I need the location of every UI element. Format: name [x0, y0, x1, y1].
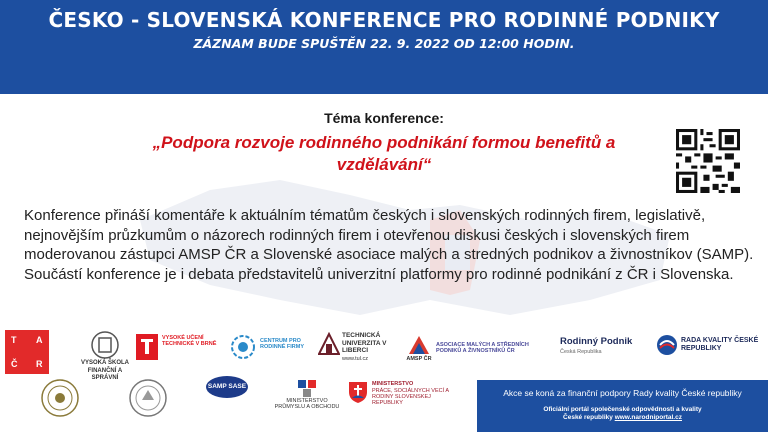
footer-banner	[477, 380, 768, 432]
tul-label: TECHNICKÁ UNIVERZITA V LIBERCI	[342, 332, 387, 354]
portal-link[interactable]: www.narodniportal.cz	[614, 414, 682, 421]
tacr-letter-c: Č	[11, 359, 18, 369]
amsp-label: AMSP ČR	[406, 356, 432, 362]
mpo-emblem-icon	[296, 378, 318, 398]
rodinny-podnik-sub: Česká Republika	[560, 349, 602, 355]
samp-logo	[196, 376, 258, 420]
conference-title: ČESKO - SLOVENSKÁ KONFERENCE PRO RODINNÉ PODNIKY	[48, 8, 720, 32]
university-seal-icon	[40, 378, 80, 418]
footer-portal-text: Oficiální portál společenské odpovědnosti a kvality	[543, 406, 702, 413]
vsfs-logo	[74, 330, 136, 383]
vsfs-emblem-icon	[90, 330, 120, 360]
mpo-label: MINISTERSTVO PRŮMYSLU A OBCHODU	[274, 398, 340, 411]
mpsvr-label-2: PRÁCE, SOCIÁLNYCH VECÍ A RODINY SLOVENSKEJ REPUBLIKY	[372, 388, 449, 407]
amsp-logo	[404, 334, 434, 366]
footer-support-text: Akce se koná za finanční podpory Rady kvality České republiky	[503, 388, 742, 398]
tacr-logo	[5, 330, 49, 374]
tul-logo	[318, 332, 398, 372]
mpsvr-label-1: MINISTERSTVO	[372, 381, 414, 387]
rada-kvality-logo	[656, 334, 764, 360]
asociace-logo: ASOCIACE MALÝCH A STŘEDNÍCH PODNIKŮ A ŽIVNOSTNÍKŮ ČR	[436, 342, 529, 355]
vut-logo	[136, 334, 218, 360]
tul-emblem-icon	[318, 332, 340, 356]
rada-kvality-label: RADA KVALITY ČESKÉ REPUBLIKY	[681, 337, 759, 352]
tacr-letter-t: T	[11, 335, 17, 345]
mpo-logo	[272, 378, 342, 418]
recording-date: ZÁZNAM BUDE SPUŠTĚN 22. 9. 2022 OD 12:00 HODIN.	[193, 36, 575, 51]
centrum-emblem-icon	[230, 334, 256, 360]
topic-title: „Podpora rozvoje rodinného podnikání formou benefitů a vzdělávání“	[152, 133, 616, 174]
rodinny-podnik-label: Rodinný Podnik	[560, 336, 633, 347]
university-seal-2-icon	[128, 378, 168, 418]
footer-portal-line2	[477, 414, 768, 422]
tul-web: www.tul.cz	[342, 356, 368, 362]
header-banner	[0, 0, 768, 94]
vut-mark-icon	[136, 334, 158, 360]
tacr-letter-a: A	[36, 335, 43, 345]
tacr-letter-r: R	[36, 359, 43, 369]
centrum-logo	[230, 334, 308, 362]
mpsvr-logo	[348, 378, 460, 418]
vut-label: VYSOKÉ UČENÍ TECHNICKÉ V BRNĚ	[162, 335, 217, 348]
samp-label: SAMP SASE	[206, 376, 248, 398]
rodinny-podnik-logo	[560, 336, 646, 360]
conference-description: Konference přináší komentáře k aktuálním tématům českých i slovenských rodinných firem, legislativě, nejnovějším průzkumům o názorech rodinných firem i otevřenou diskusi českých i slovenských firem moderovanou zástupci AMSP ČR a Slovenské asociace malých a stredných podnikov a živnostníkov (SAMP). Součástí konference je i debata představitelů univerzitní platformy pro rodinné podnikání z ČR i Slovenska.	[24, 207, 754, 283]
amsp-emblem-icon	[407, 334, 431, 356]
slovak-coat-of-arms-icon	[348, 380, 368, 404]
topic-label: Téma konference:	[324, 110, 444, 126]
rada-kvality-emblem-icon	[656, 334, 678, 356]
footer-portal-prefix: České republiky	[563, 414, 615, 421]
centrum-label: CENTRUM PRO RODINNÉ FIRMY	[260, 338, 304, 351]
qr-code-icon[interactable]	[676, 129, 740, 193]
vsfs-label: VYSOKÁ ŠKOLA FINANČNÍ A SPRÁVNÍ	[80, 360, 129, 381]
